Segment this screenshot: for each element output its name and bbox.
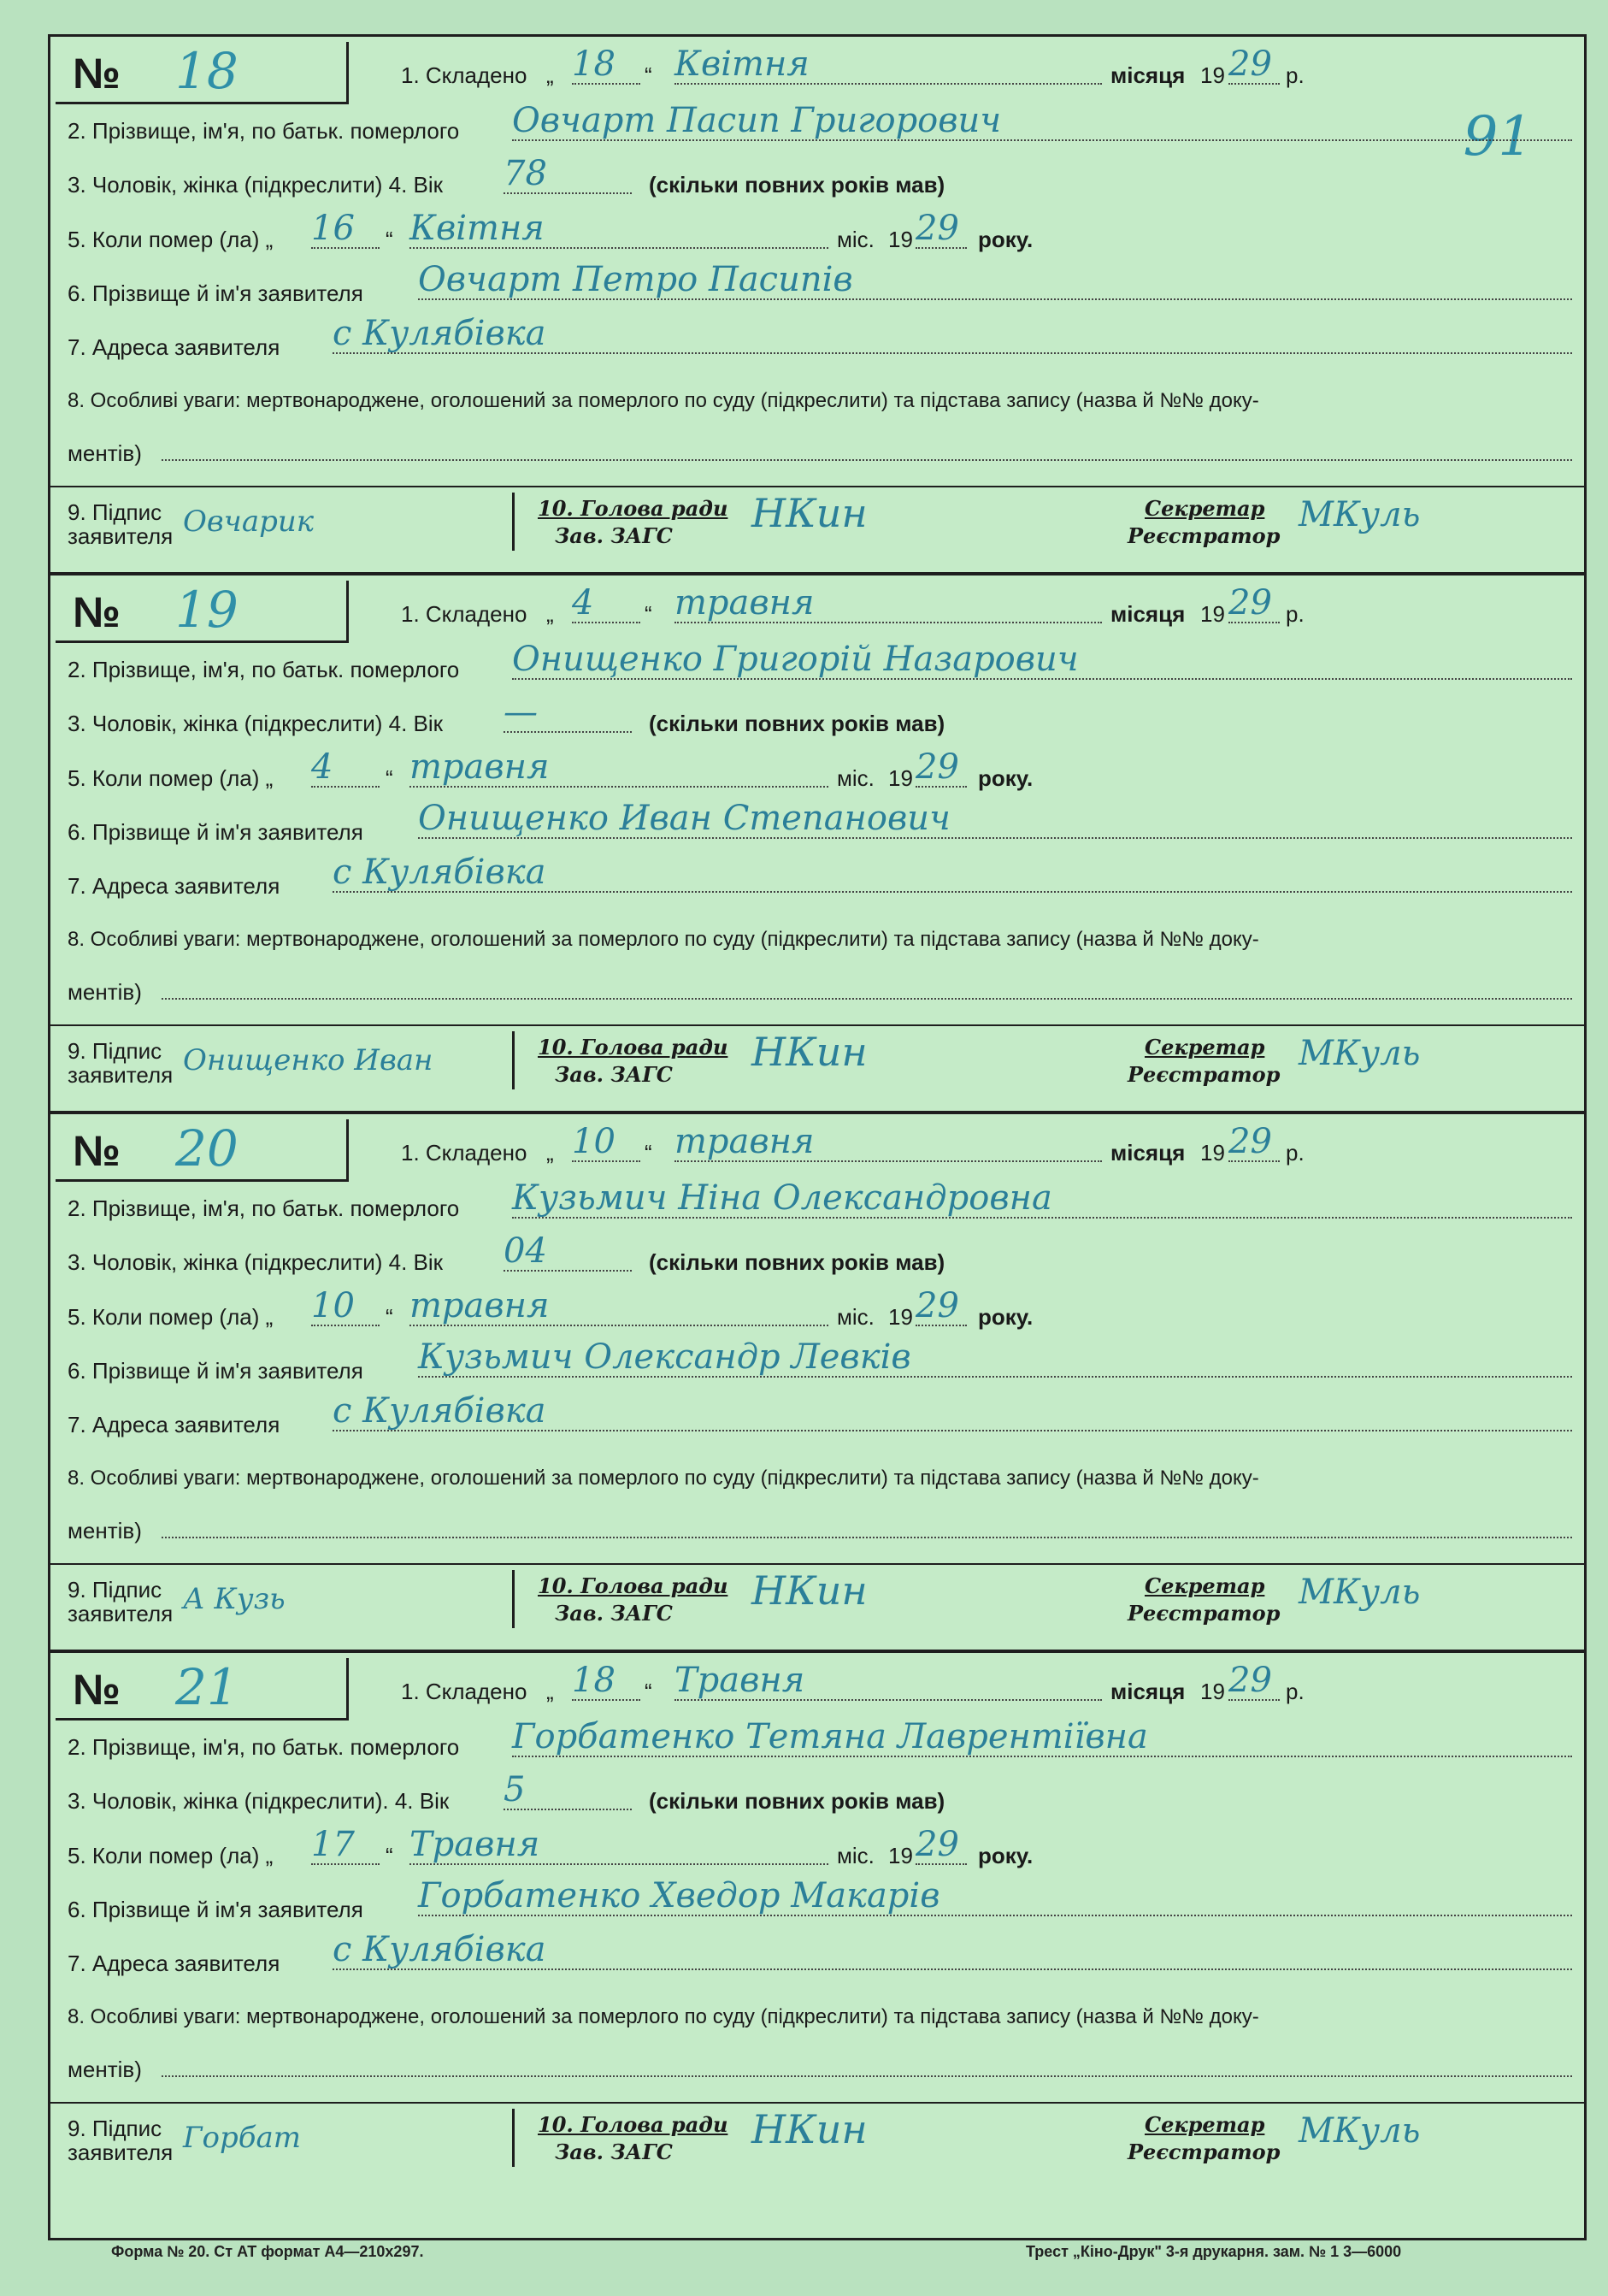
signature-row: [50, 1563, 1584, 1633]
applicant-signature: А Кузь: [183, 1582, 286, 1616]
head-label-2: Зав. ЗАГС: [555, 1062, 673, 1087]
sign-label-1: 9. Підпис: [68, 1577, 162, 1602]
applicant-address: с Кулябівка: [333, 1931, 1572, 1970]
record-number-box: [56, 42, 349, 104]
signature-row: [50, 1024, 1584, 1095]
sign-label-2: заявителя: [68, 523, 174, 549]
full-years-label: (скільки повних років мав): [649, 1788, 945, 1814]
special-notes-value: [162, 2048, 1572, 2077]
secretary-label-1: Секретар: [1145, 2112, 1265, 2137]
died-label: 5. Коли помер (ла) „: [68, 1304, 274, 1330]
special-notes-cont: ментів): [68, 1518, 142, 1543]
gender-age-label: 3. Чоловік, жінка (підкреслити) 4. Вік: [68, 1249, 444, 1275]
head-label-2: Зав. ЗАГС: [555, 523, 673, 548]
applicant-label: 6. Прізвище й ім'я заявителя: [68, 1897, 363, 1922]
record-number: 19: [175, 581, 239, 639]
deceased-label: 2. Прізвище, ім'я, по батьк. померлого: [68, 1195, 460, 1221]
secretary-signature-cell: [1128, 1565, 1572, 1633]
compiled-month: Квітня: [674, 45, 1102, 85]
year-prefix: 19: [1200, 1140, 1225, 1166]
applicant-address: с Кулябівка: [333, 315, 1572, 354]
quote-close-2: “: [386, 1304, 393, 1330]
secretary-label-2: Реєстратор: [1128, 2140, 1281, 2164]
month-label: місяця: [1110, 1679, 1186, 1704]
page-number: 91: [1463, 105, 1533, 168]
sign-label-2: заявителя: [68, 1062, 174, 1088]
death-day: 16: [311, 210, 380, 249]
secretary-label-2: Реєстратор: [1128, 523, 1281, 548]
sign-label-2: заявителя: [68, 2140, 174, 2165]
year-suffix: р.: [1286, 1140, 1305, 1166]
compiled-year: 29: [1228, 45, 1280, 85]
death-record: [50, 1114, 1584, 1653]
mis-label: міс.: [837, 765, 875, 791]
applicant-name: Овчарт Петро Пасипів: [418, 261, 1572, 300]
special-notes-label: 8. Особливі уваги: мертвонароджене, оголошений за померлого по суду (підкреслити) та підстава запису (назва й №№ доку-: [68, 389, 1259, 412]
sign-label-1: 9. Підпис: [68, 499, 162, 525]
death-day: 4: [311, 748, 380, 788]
gender-age-label: 3. Чоловік, жінка (підкреслити) 4. Вік: [68, 172, 444, 198]
deceased-name: Овчарт Пасип Григорович: [512, 102, 1572, 141]
year-prefix: 19: [1200, 62, 1225, 88]
head-signature: НКин: [751, 2106, 868, 2152]
applicant-label: 6. Прізвище й ім'я заявителя: [68, 1358, 363, 1384]
signature-separator-1: [512, 2109, 515, 2167]
signature-separator-1: [512, 1031, 515, 1089]
head-signature: НКин: [751, 490, 868, 536]
applicant-label: 6. Прізвище й ім'я заявителя: [68, 280, 363, 306]
full-years-label: (скільки повних років мав): [649, 711, 945, 736]
record-number-box: [56, 1658, 349, 1721]
quote-close-2: “: [386, 765, 393, 791]
head-signature-cell: [538, 487, 1068, 556]
death-month: травня: [409, 748, 828, 788]
signature-separator-1: [512, 1570, 515, 1628]
footer-printer-info: Трест „Кіно-Друк" 3-я друкарня. зам. № 1 3—6000: [1026, 2243, 1402, 2260]
death-year: 29: [916, 210, 967, 249]
month-label: місяця: [1110, 1140, 1186, 1166]
quote-close: “: [645, 601, 652, 627]
quote-open: „: [546, 62, 554, 88]
death-year: 29: [916, 1287, 967, 1326]
death-month: Травня: [409, 1826, 828, 1865]
head-label-1: 10. Голова ради: [538, 1035, 728, 1059]
compiled-day: 18: [572, 1662, 640, 1701]
record-sheet: [48, 34, 1587, 2240]
mis-label: міс.: [837, 1843, 875, 1868]
applicant-signature: Горбат: [183, 2121, 302, 2155]
secretary-signature-cell: [1128, 487, 1572, 556]
quote-close: “: [645, 1679, 652, 1704]
roku-label: року.: [978, 1304, 1034, 1330]
head-signature: НКин: [751, 1029, 868, 1075]
applicant-name: Кузьмич Олександр Левків: [418, 1338, 1572, 1378]
death-year: 29: [916, 748, 967, 788]
signature-row: [50, 486, 1584, 556]
year-suffix: р.: [1286, 62, 1305, 88]
compiled-label: 1. Складено: [401, 1679, 527, 1704]
mis-label: міс.: [837, 227, 875, 252]
signature-row: [50, 2102, 1584, 2172]
applicant-signature-cell: [68, 2104, 512, 2172]
compiled-label: 1. Складено: [401, 62, 527, 88]
deceased-name: Горбатенко Тетяна Лаврентіївна: [512, 1718, 1572, 1757]
quote-open: „: [546, 1679, 554, 1704]
age-value: 5: [504, 1771, 632, 1810]
death-record: [50, 1653, 1584, 2192]
special-notes-cont: ментів): [68, 2057, 142, 2082]
head-signature: НКин: [751, 1567, 868, 1614]
quote-close: “: [645, 62, 652, 88]
death-year-prefix: 19: [888, 227, 913, 252]
deceased-label: 2. Прізвище, ім'я, по батьк. померлого: [68, 657, 460, 682]
month-label: місяця: [1110, 601, 1186, 627]
head-signature-cell: [538, 1026, 1068, 1095]
applicant-label: 6. Прізвище й ім'я заявителя: [68, 819, 363, 845]
year-suffix: р.: [1286, 601, 1305, 627]
quote-close: “: [645, 1140, 652, 1166]
death-day: 10: [311, 1287, 380, 1326]
compiled-day: 10: [572, 1123, 640, 1162]
year-suffix: р.: [1286, 1679, 1305, 1704]
death-year: 29: [916, 1826, 967, 1865]
special-notes-value: [162, 971, 1572, 1000]
compiled-month: травня: [674, 584, 1102, 623]
quote-open: „: [546, 1140, 554, 1166]
address-label: 7. Адреса заявителя: [68, 873, 280, 899]
head-label-1: 10. Голова ради: [538, 1573, 728, 1598]
secretary-label-2: Реєстратор: [1128, 1601, 1281, 1626]
applicant-address: с Кулябівка: [333, 853, 1572, 893]
footer-form-info: Форма № 20. Ст АТ формат А4—210х297.: [111, 2243, 424, 2260]
head-label-1: 10. Голова ради: [538, 496, 728, 521]
special-notes-cont: ментів): [68, 979, 142, 1005]
applicant-signature-cell: [68, 1026, 512, 1095]
deceased-label: 2. Прізвище, ім'я, по батьк. померлого: [68, 1734, 460, 1760]
year-prefix: 19: [1200, 1679, 1225, 1704]
month-label: місяця: [1110, 62, 1186, 88]
secretary-label-2: Реєстратор: [1128, 1062, 1281, 1087]
number-sign: №: [73, 1666, 121, 1714]
deceased-label: 2. Прізвище, ім'я, по батьк. померлого: [68, 118, 460, 144]
death-record: [50, 37, 1584, 575]
record-number: 18: [175, 42, 239, 100]
secretary-signature: МКуль: [1299, 495, 1421, 534]
head-signature-cell: [538, 1565, 1068, 1633]
quote-open: „: [546, 601, 554, 627]
head-label-1: 10. Голова ради: [538, 2112, 728, 2137]
full-years-label: (скільки повних років мав): [649, 172, 945, 198]
died-label: 5. Коли помер (ла) „: [68, 765, 274, 791]
number-sign: №: [73, 1127, 121, 1175]
special-notes-cont: ментів): [68, 440, 142, 466]
special-notes-value: [162, 432, 1572, 461]
applicant-address: с Кулябівка: [333, 1392, 1572, 1431]
death-record: [50, 575, 1584, 1114]
address-label: 7. Адреса заявителя: [68, 1951, 280, 1976]
compiled-month: травня: [674, 1123, 1102, 1162]
death-day: 17: [311, 1826, 380, 1865]
secretary-signature: МКуль: [1299, 2111, 1421, 2151]
number-sign: №: [73, 50, 121, 97]
special-notes-value: [162, 1509, 1572, 1538]
secretary-label-1: Секретар: [1145, 1035, 1265, 1059]
secretary-signature-cell: [1128, 1026, 1572, 1095]
compiled-year: 29: [1228, 1662, 1280, 1701]
applicant-name: Онищенко Иван Степанович: [418, 800, 1572, 839]
deceased-name: Кузьмич Ніна Олександровна: [512, 1179, 1572, 1219]
compiled-day: 4: [572, 584, 640, 623]
secretary-label-1: Секретар: [1145, 1573, 1265, 1598]
quote-close-2: “: [386, 227, 393, 252]
sign-label-2: заявителя: [68, 1601, 174, 1626]
record-number: 21: [175, 1658, 239, 1716]
death-year-prefix: 19: [888, 1843, 913, 1868]
applicant-name: Горбатенко Хведор Макарів: [418, 1877, 1572, 1916]
secretary-signature: МКуль: [1299, 1034, 1421, 1073]
death-month: травня: [409, 1287, 828, 1326]
compiled-year: 29: [1228, 1123, 1280, 1162]
address-label: 7. Адреса заявителя: [68, 334, 280, 360]
special-notes-label: 8. Особливі уваги: мертвонароджене, оголошений за померлого по суду (підкреслити) та підстава запису (назва й №№ доку-: [68, 2005, 1259, 2028]
mis-label: міс.: [837, 1304, 875, 1330]
died-label: 5. Коли помер (ла) „: [68, 227, 274, 252]
address-label: 7. Адреса заявителя: [68, 1412, 280, 1437]
applicant-signature: Онищенко Иван: [183, 1043, 433, 1077]
number-sign: №: [73, 588, 121, 636]
head-label-2: Зав. ЗАГС: [555, 1601, 673, 1626]
age-value: 78: [504, 155, 632, 194]
full-years-label: (скільки повних років мав): [649, 1249, 945, 1275]
compiled-label: 1. Складено: [401, 601, 527, 627]
compiled-month: Травня: [674, 1662, 1102, 1701]
death-year-prefix: 19: [888, 1304, 913, 1330]
death-year-prefix: 19: [888, 765, 913, 791]
year-prefix: 19: [1200, 601, 1225, 627]
death-month: Квітня: [409, 210, 828, 249]
applicant-signature: Овчарик: [183, 505, 315, 539]
record-number-box: [56, 1119, 349, 1182]
gender-age-label: 3. Чоловік, жінка (підкреслити). 4. Вік: [68, 1788, 450, 1814]
roku-label: року.: [978, 227, 1034, 252]
compiled-day: 18: [572, 45, 640, 85]
head-signature-cell: [538, 2104, 1068, 2172]
special-notes-label: 8. Особливі уваги: мертвонароджене, оголошений за померлого по суду (підкреслити) та підстава запису (назва й №№ доку-: [68, 1467, 1259, 1490]
gender-age-label: 3. Чоловік, жінка (підкреслити) 4. Вік: [68, 711, 444, 736]
secretary-label-1: Секретар: [1145, 496, 1265, 521]
applicant-signature-cell: [68, 487, 512, 556]
age-value: —: [504, 694, 632, 733]
head-label-2: Зав. ЗАГС: [555, 2140, 673, 2164]
sign-label-1: 9. Підпис: [68, 1038, 162, 1064]
secretary-signature: МКуль: [1299, 1573, 1421, 1612]
signature-separator-1: [512, 493, 515, 551]
deceased-name: Онищенко Григорій Назарович: [512, 640, 1572, 680]
roku-label: року.: [978, 765, 1034, 791]
record-number-box: [56, 581, 349, 643]
special-notes-label: 8. Особливі уваги: мертвонароджене, оголошений за померлого по суду (підкреслити) та підстава запису (назва й №№ доку-: [68, 928, 1259, 951]
sign-label-1: 9. Підпис: [68, 2116, 162, 2141]
roku-label: року.: [978, 1843, 1034, 1868]
compiled-year: 29: [1228, 584, 1280, 623]
compiled-label: 1. Складено: [401, 1140, 527, 1166]
quote-close-2: “: [386, 1843, 393, 1868]
applicant-signature-cell: [68, 1565, 512, 1633]
secretary-signature-cell: [1128, 2104, 1572, 2172]
record-number: 20: [175, 1119, 239, 1178]
died-label: 5. Коли помер (ла) „: [68, 1843, 274, 1868]
age-value: 04: [504, 1232, 632, 1272]
